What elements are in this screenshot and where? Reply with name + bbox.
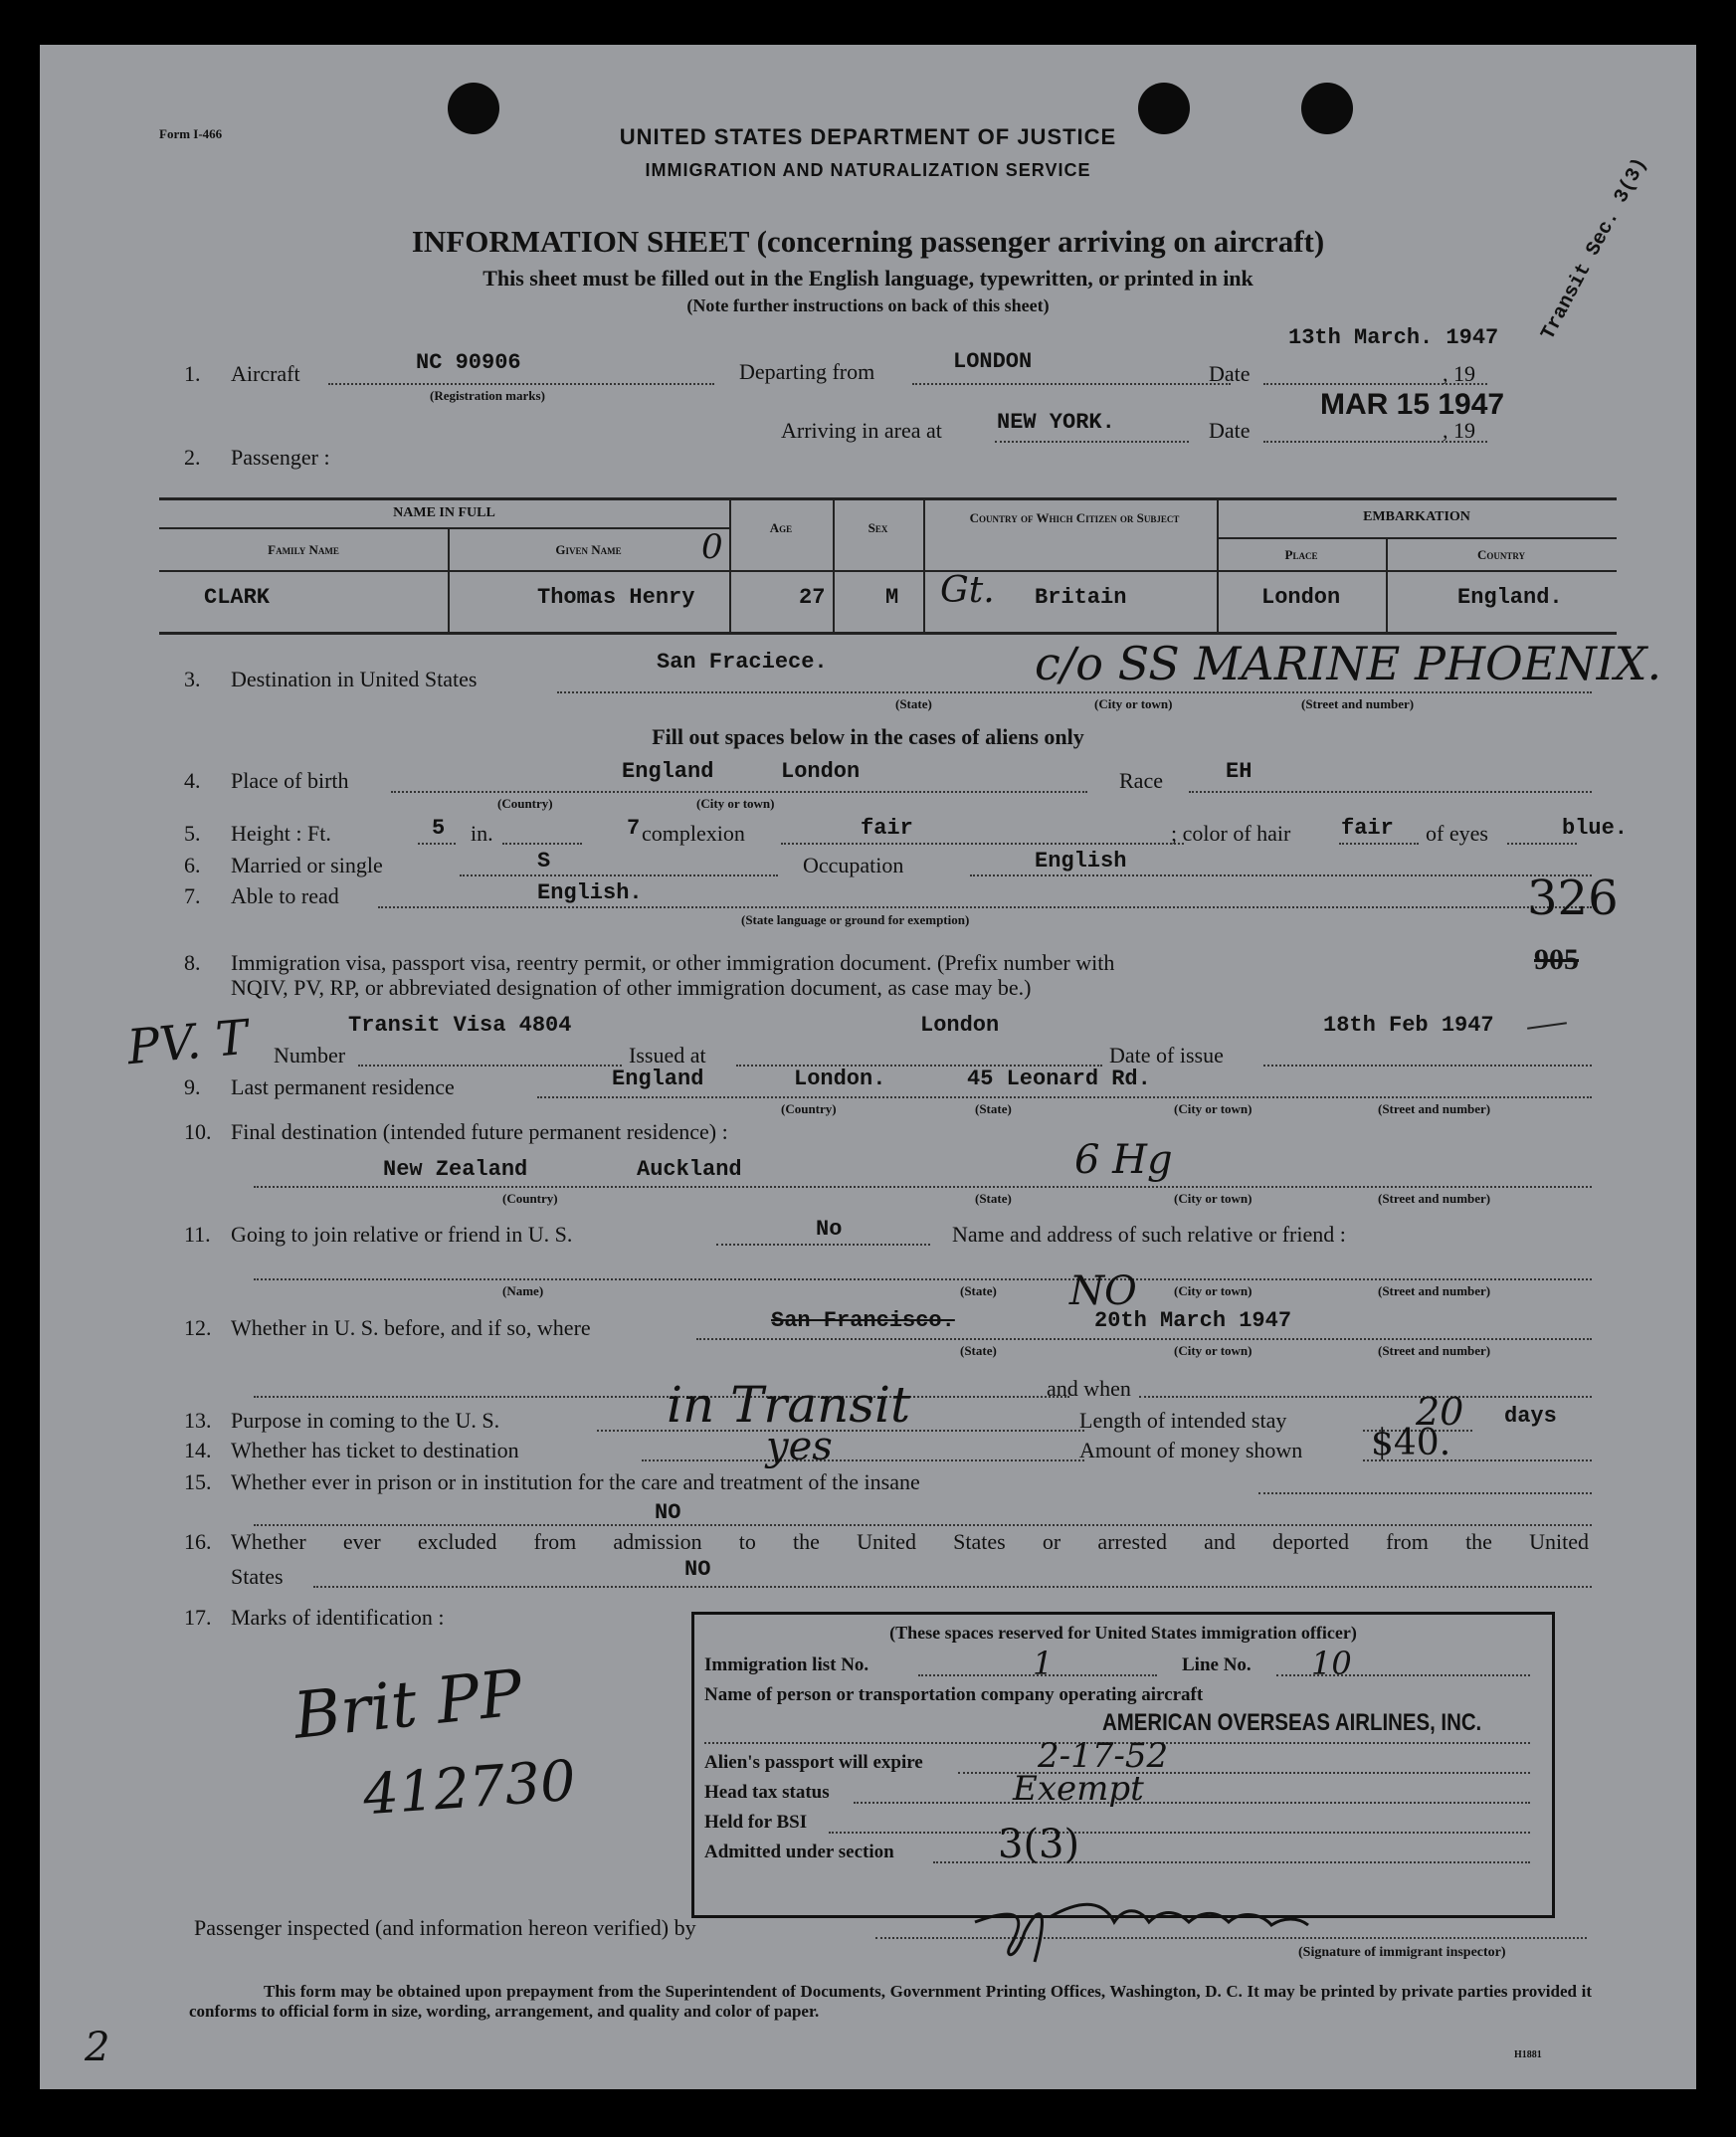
money-label: Amount of money shown (1079, 1438, 1303, 1462)
date2-label: Date (1209, 418, 1251, 443)
prior-visit-date: 20th March 1947 (1094, 1308, 1292, 1333)
country-header: Country (1476, 547, 1526, 562)
final-country: New Zealand (383, 1157, 528, 1182)
sublabel: (Street and number) (1378, 1191, 1491, 1206)
married-label: Married or single (231, 853, 383, 877)
prior-visit-struck: San Francisco. (771, 1308, 955, 1333)
birth-city: London (781, 759, 861, 784)
read-sublabel: (State language or ground for exemption) (741, 912, 970, 927)
prior-visit-label: Whether in U. S. before, and if so, where (231, 1315, 591, 1340)
form-number: Form I-466 (159, 126, 223, 141)
hair-label: ; color of hair (1171, 821, 1291, 846)
inches-label: in. (471, 821, 493, 846)
field-number: 7. (184, 883, 201, 908)
given-name-header: Given Name (555, 542, 622, 557)
officer-box (691, 1612, 1555, 1918)
sublabel: (City or town) (1174, 1283, 1253, 1298)
residence-street: 45 Leonard Rd. (967, 1067, 1151, 1091)
company-stamp: AMERICAN OVERSEAS AIRLINES, INC. (1102, 1709, 1482, 1736)
section-label: Admitted under section (704, 1842, 894, 1862)
date-of-issue-label: Date of issue (1109, 1043, 1224, 1068)
field-number: 5. (184, 821, 201, 846)
list-value: 1 (1033, 1645, 1054, 1682)
destination-handwritten: c/o SS MARINE PHOENIX. (1035, 637, 1662, 690)
field-number: 9. (184, 1074, 201, 1099)
line-value: 10 (1311, 1645, 1352, 1682)
age-cell: 27 (799, 585, 826, 610)
line-label: Line No. (1182, 1654, 1252, 1675)
issued-label: Issued at (629, 1043, 706, 1068)
identification-handwritten-1: Brit PP (289, 1656, 526, 1754)
destination-label: Destination in United States (231, 667, 478, 691)
visa-issued-place: London (920, 1013, 1000, 1038)
birth-country: England (622, 759, 714, 784)
sublabel: (City or town) (696, 796, 775, 811)
prison-label: Whether ever in prison or in institution for the care and treatment of the insane (231, 1469, 920, 1494)
final-state: Auckland (637, 1157, 742, 1182)
family-name-header: Family Name (268, 542, 339, 557)
note: (Note further instructions on back of this sheet) (686, 295, 1050, 315)
field-number: 12. (184, 1315, 212, 1340)
relative-label: Going to join relative or friend in U. S. (231, 1222, 573, 1247)
subtitle: This sheet must be filled out in the English language, typewritten, or printed in ink (482, 266, 1254, 291)
service-title: IMMIGRATION AND NATURALIZATION SERVICE (645, 160, 1091, 180)
relative-value: No (816, 1217, 843, 1242)
sublabel: (Street and number) (1378, 1101, 1491, 1116)
field-number: 15. (184, 1469, 212, 1494)
citizenship-handwritten: Gt. (940, 570, 995, 611)
visa-instructions-line1: Immigration visa, passport visa, reentry permit, or other immigration document. (Prefix number with (231, 950, 1115, 975)
section-value: 3(3) (998, 1822, 1080, 1867)
given-name-mark: 0 (701, 527, 723, 567)
sublabel: (State) (975, 1101, 1012, 1116)
expire-value: 2-17-52 (1038, 1736, 1169, 1776)
sublabel: (Name) (502, 1283, 544, 1298)
excluded-label: Whether ever excluded from admission to the United States or arrested and deported from the United (231, 1529, 1589, 1554)
field-number: 3. (184, 667, 201, 691)
residence-country: England (612, 1067, 704, 1091)
visa-number: Transit Visa 4804 (348, 1013, 572, 1038)
sublabel: (State) (960, 1343, 997, 1358)
number-label: Number (274, 1043, 346, 1068)
complexion-label: complexion (642, 821, 745, 846)
purpose-label: Purpose in coming to the U. S. (231, 1408, 500, 1433)
sublabel: (Street and number) (1378, 1283, 1491, 1298)
footer-note: This form may be obtained upon prepayment from the Superintendent of Documents, Government Printing Offices, Washington, D. C. It may be printed by private parties provided it conforms to official form in size, wording, arrangement, and quality and color of paper. (189, 1982, 1592, 2021)
residence-label: Last permanent residence (231, 1074, 455, 1099)
stay-label: Length of intended stay (1079, 1408, 1287, 1433)
sublabel: (State) (975, 1191, 1012, 1206)
residence-state: London. (794, 1067, 886, 1091)
sex-header: Sex (868, 520, 888, 535)
hair-value: fair (1341, 816, 1394, 841)
officer-box-title: (These spaces reserved for United States immigration officer) (889, 1623, 1357, 1643)
money-value: $40. (1371, 1423, 1451, 1463)
sublabel: (Country) (781, 1101, 837, 1116)
read-value: English. (537, 880, 643, 905)
stay-value: 20 (1416, 1390, 1464, 1434)
identification-label: Marks of identification : (231, 1605, 445, 1630)
field-number: 10. (184, 1119, 212, 1144)
sublabel: (City or town) (1174, 1101, 1253, 1116)
departing-value: LONDON (953, 349, 1033, 374)
field-number: 16. (184, 1529, 212, 1554)
eyes-label: of eyes (1426, 821, 1488, 846)
aircraft-value: NC 90906 (416, 350, 521, 375)
married-value: S (537, 849, 551, 874)
sublabel: (Country) (497, 796, 553, 811)
height-label: Height : Ft. (231, 821, 331, 846)
embarkation-header: EMBARKATION (1363, 509, 1470, 524)
sublabel: (Country) (502, 1191, 558, 1206)
field-number: 4. (184, 768, 201, 793)
occupation-label: Occupation (803, 853, 904, 877)
occupation-value: English (1035, 849, 1127, 874)
field-number: 11. (184, 1222, 211, 1247)
departing-label: Departing from (739, 359, 875, 384)
bsi-label: Held for BSI (704, 1812, 808, 1833)
sublabel: (City or town) (1094, 696, 1173, 711)
expire-label: Alien's passport will expire (704, 1752, 923, 1773)
tax-label: Head tax status (704, 1782, 830, 1803)
destination-state: San Fraciece. (657, 650, 828, 675)
citizenship-cell: Britain (1035, 585, 1127, 610)
when-label: and when (1047, 1376, 1131, 1401)
field-number: 6. (184, 853, 201, 877)
sublabel: (City or town) (1174, 1191, 1253, 1206)
field-number: 17. (184, 1605, 212, 1630)
excluded-value: NO (684, 1557, 711, 1582)
visa-issue-date: 18th Feb 1947 (1323, 1013, 1494, 1038)
sublabel: (City or town) (1174, 1343, 1253, 1358)
aircraft-label: Aircraft (231, 361, 300, 386)
identification-handwritten-2: 412730 (360, 1748, 578, 1829)
read-label: Able to read (231, 883, 339, 908)
corner-stamp: Transit Sec. 3(3) (1537, 153, 1653, 344)
family-name-cell: CLARK (204, 585, 271, 610)
tax-value: Exempt (1013, 1769, 1144, 1809)
birthplace-label: Place of birth (231, 768, 349, 793)
struck-number: 905 (1534, 943, 1579, 976)
height-ft: 5 (432, 816, 446, 841)
signature-sublabel: (Signature of immigrant inspector) (1298, 1945, 1506, 1960)
year-prefix: , 19 (1443, 361, 1475, 386)
date-label: Date (1209, 361, 1251, 386)
department-title: UNITED STATES DEPARTMENT OF JUSTICE (619, 124, 1117, 149)
embark-place-cell: London (1261, 585, 1341, 610)
inspected-label: Passenger inspected (and information hereon verified) by (194, 1915, 696, 1940)
sublabel: (State) (960, 1283, 997, 1298)
citizenship-header: Country of Which Citizen or Subject (969, 510, 1180, 525)
final-handwritten: 6 Hg (1074, 1137, 1173, 1183)
race-label: Race (1119, 768, 1163, 793)
visa-prefix-handwritten: PV. T (124, 1009, 251, 1076)
field-number: 1. (184, 361, 201, 386)
handwritten-number: 326 (1527, 871, 1619, 926)
sublabel: (Street and number) (1301, 696, 1415, 711)
inspector-signature (955, 1877, 1333, 1972)
relative-address-label: Name and address of such relative or friend : (952, 1222, 1346, 1247)
aliens-only-note: Fill out spaces below in the cases of aliens only (652, 724, 1084, 749)
excluded-label-line2: States (231, 1564, 284, 1589)
purpose-handwritten: in Transit (667, 1376, 911, 1434)
arriving-label: Arriving in area at (781, 418, 942, 443)
place-header: Place (1284, 547, 1318, 562)
passenger-label: Passenger : (231, 445, 330, 470)
days-label: days (1504, 1404, 1557, 1429)
ticket-label: Whether has ticket to destination (231, 1438, 519, 1462)
race-value: EH (1226, 759, 1253, 784)
footer-code: H1881 (1514, 2049, 1542, 2060)
visa-instructions-line2: NQIV, PV, RP, or abbreviated designation of other immigration document, as case may be.) (231, 975, 1032, 1000)
sex-cell: M (885, 585, 899, 610)
arrival-date-stamp: MAR 15 1947 (1320, 388, 1505, 421)
form-sheet (40, 45, 1696, 2089)
registration-sublabel: (Registration marks) (430, 388, 545, 403)
ticket-handwritten: yes (766, 1424, 833, 1469)
field-number: 8. (184, 950, 201, 975)
arriving-value: NEW YORK. (997, 410, 1115, 435)
field-number: 13. (184, 1408, 212, 1433)
prison-value: NO (655, 1500, 681, 1525)
company-label: Name of person or transportation company operating aircraft (704, 1684, 1204, 1705)
age-header: Age (769, 520, 793, 535)
final-destination-label: Final destination (intended future permanent residence) : (231, 1119, 728, 1144)
sublabel: (Street and number) (1378, 1343, 1491, 1358)
field-number: 14. (184, 1438, 212, 1462)
page-title: INFORMATION SHEET (concerning passenger arriving on aircraft) (411, 224, 1325, 259)
sublabel: (State) (895, 696, 932, 711)
height-in: 7 (627, 816, 641, 841)
field-number: 2. (184, 445, 201, 470)
complexion-value: fair (861, 816, 913, 841)
margin-mark: 2 (85, 2025, 110, 2070)
embark-country-cell: England. (1457, 585, 1563, 610)
given-name-cell: Thomas Henry (537, 585, 695, 610)
list-label: Immigration list No. (704, 1654, 869, 1675)
departure-date: 13th March. 1947 (1288, 325, 1499, 350)
relative-handwritten: NO (1069, 1268, 1137, 1314)
eyes-value: blue. (1562, 816, 1629, 841)
name-in-full-header: NAME IN FULL (393, 505, 495, 520)
year-prefix: , 19 (1443, 418, 1475, 443)
